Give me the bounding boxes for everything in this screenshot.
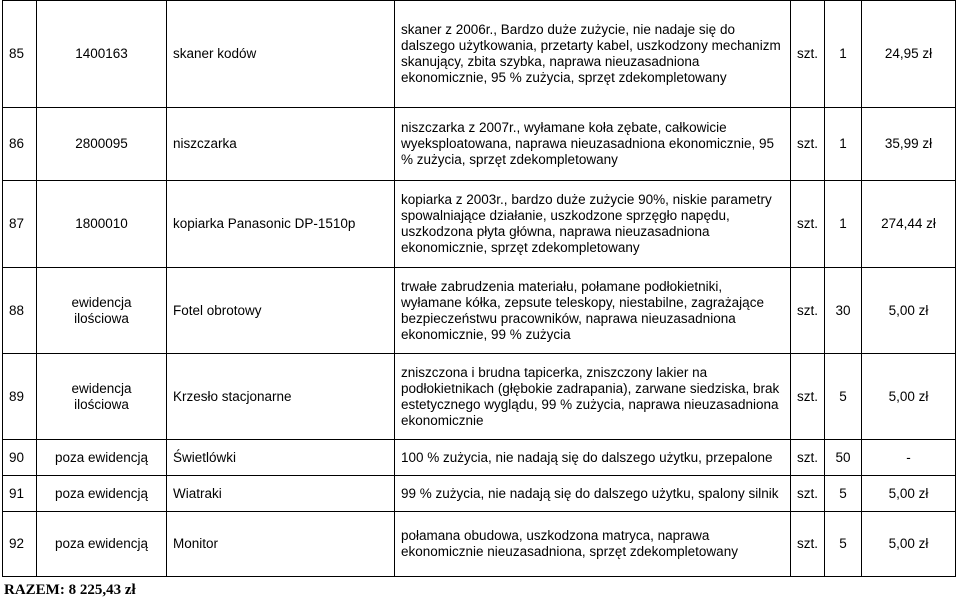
item-value: -	[862, 440, 956, 476]
item-unit: szt.	[791, 268, 825, 354]
item-description: 99 % zużycia, nie nadają się do dalszego użytku, spalony silnik	[395, 476, 791, 512]
inventory-table	[2, 0, 956, 577]
table-row	[3, 268, 956, 354]
item-name: niszczarka	[167, 108, 395, 181]
item-unit: szt.	[791, 108, 825, 181]
item-value: 24,95 zł	[862, 1, 956, 108]
item-description: zniszczona i brudna tapicerka, zniszczony lakier na podłokietnikach (głębokie zadrapania), zarwane siedziska, brak estetycznego wyglądu, 99 % zużycia, naprawa nieuzasadniona ekonomicznie	[395, 354, 791, 440]
inventory-code: 1800010	[37, 181, 167, 268]
inventory-code: poza ewidencją	[37, 476, 167, 512]
item-name: Fotel obrotowy	[167, 268, 395, 354]
item-value: 5,00 zł	[862, 268, 956, 354]
item-unit: szt.	[791, 1, 825, 108]
inventory-code: poza ewidencją	[37, 512, 167, 577]
item-name: Krzesło stacjonarne	[167, 354, 395, 440]
item-quantity: 5	[825, 476, 862, 512]
row-number: 92	[3, 512, 37, 577]
inventory-code: ewidencja ilościowa	[37, 268, 167, 354]
table-row	[3, 476, 956, 512]
total-sum: RAZEM: 8 225,43 zł	[4, 582, 136, 598]
row-number: 90	[3, 440, 37, 476]
item-quantity: 30	[825, 268, 862, 354]
item-quantity: 50	[825, 440, 862, 476]
item-value: 5,00 zł	[862, 354, 956, 440]
item-name: Świetlówki	[167, 440, 395, 476]
table-row	[3, 512, 956, 577]
item-name: kopiarka Panasonic DP-1510p	[167, 181, 395, 268]
row-number: 86	[3, 108, 37, 181]
item-value: 35,99 zł	[862, 108, 956, 181]
item-description: kopiarka z 2003r., bardzo duże zużycie 90%, niskie parametry spowalniające działanie, uszkodzone sprzęgło napędu, uszkodzona płyta główna, naprawa nieuzasadniona ekonomicznie, sprzęt zdekompletowany	[395, 181, 791, 268]
item-value: 5,00 zł	[862, 476, 956, 512]
item-quantity: 1	[825, 181, 862, 268]
item-quantity: 1	[825, 1, 862, 108]
table-row	[3, 354, 956, 440]
item-name: Monitor	[167, 512, 395, 577]
item-unit: szt.	[791, 440, 825, 476]
item-description: 100 % zużycia, nie nadają się do dalszego użytku, przepalone	[395, 440, 791, 476]
row-number: 88	[3, 268, 37, 354]
item-unit: szt.	[791, 476, 825, 512]
item-name: skaner kodów	[167, 1, 395, 108]
item-quantity: 1	[825, 108, 862, 181]
item-quantity: 5	[825, 354, 862, 440]
item-value: 274,44 zł	[862, 181, 956, 268]
table-row	[3, 1, 956, 108]
item-unit: szt.	[791, 354, 825, 440]
item-name: Wiatraki	[167, 476, 395, 512]
table-row	[3, 108, 956, 181]
inventory-code: poza ewidencją	[37, 440, 167, 476]
item-unit: szt.	[791, 512, 825, 577]
item-quantity: 5	[825, 512, 862, 577]
item-description: skaner z 2006r., Bardzo duże zużycie, nie nadaje się do dalszego użytkowania, przetarty kabel, uszkodzony mechanizm skanujący, zbita szybka, naprawa nieuzasadniona ekonomicznie, 95 % zużycia, sprzęt zdekompletowany	[395, 1, 791, 108]
inventory-code: 2800095	[37, 108, 167, 181]
item-description: niszczarka z 2007r., wyłamane koła zębate, całkowicie wyeksploatowana, naprawa nieuzasadniona ekonomicznie, 95 % zużycia, sprzęt zdekompletowany	[395, 108, 791, 181]
item-value: 5,00 zł	[862, 512, 956, 577]
row-number: 89	[3, 354, 37, 440]
inventory-code: 1400163	[37, 1, 167, 108]
item-description: połamana obudowa, uszkodzona matryca, naprawa ekonomicznie nieuzasadniona, sprzęt zdekompletowany	[395, 512, 791, 577]
table-row	[3, 181, 956, 268]
table-row	[3, 440, 956, 476]
inventory-code: ewidencja ilościowa	[37, 354, 167, 440]
row-number: 87	[3, 181, 37, 268]
item-description: trwałe zabrudzenia materiału, połamane podłokietniki, wyłamane kółka, zepsute teleskopy, niestabilne, zagrażające bezpieczeństwu pracowników, naprawa nieuzasadniona ekonomicznie, 99 % zużycia	[395, 268, 791, 354]
item-unit: szt.	[791, 181, 825, 268]
row-number: 85	[3, 1, 37, 108]
row-number: 91	[3, 476, 37, 512]
